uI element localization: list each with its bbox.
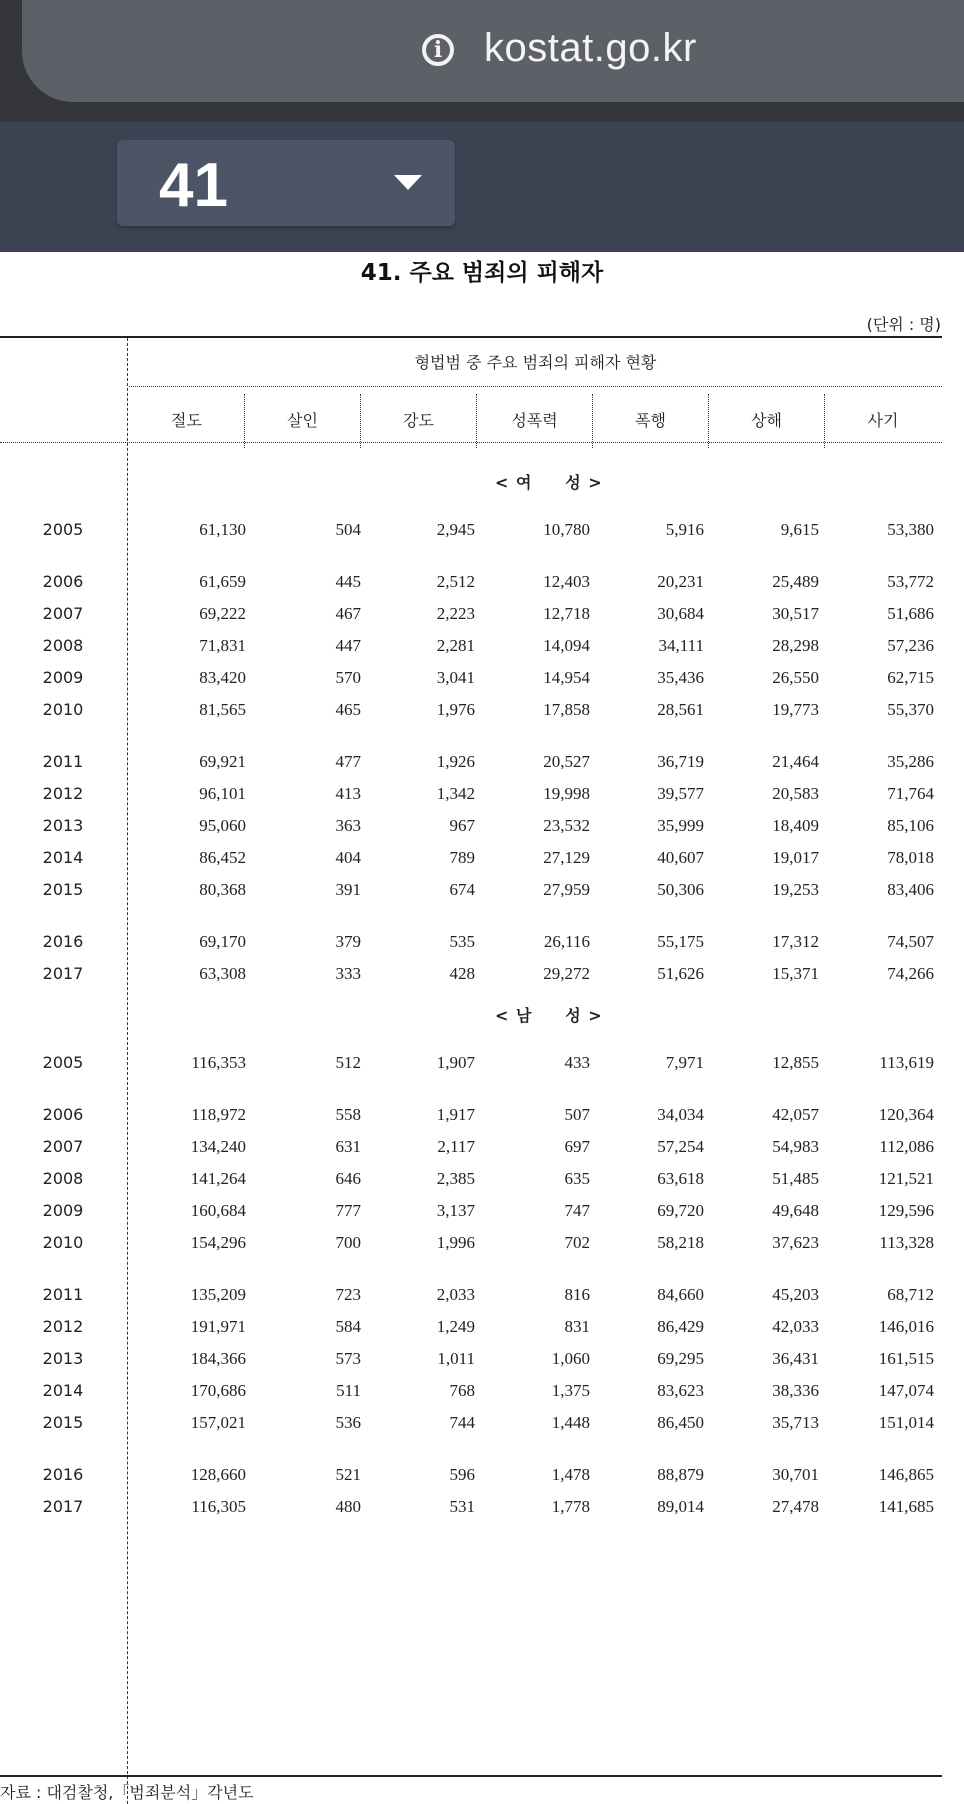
value-cell: 116,353: [191, 1053, 246, 1072]
value-cell: 1,011: [437, 1349, 475, 1368]
value-cell: 184,366: [190, 1349, 246, 1368]
value-cell: 83,623: [657, 1381, 704, 1400]
value-cell: 17,858: [543, 700, 590, 719]
value-cell: 789: [449, 848, 475, 867]
value-cell: 27,129: [543, 848, 590, 867]
value-cell: 154,296: [190, 1233, 246, 1252]
value-cell: 121,521: [878, 1169, 934, 1188]
value-cell: 768: [449, 1381, 475, 1400]
value-cell: 19,253: [772, 880, 819, 899]
value-cell: 35,999: [657, 816, 704, 835]
value-cell: 96,101: [199, 784, 246, 803]
value-cell: 477: [335, 752, 361, 771]
value-cell: 1,249: [436, 1317, 475, 1336]
value-cell: 30,701: [772, 1465, 819, 1484]
value-cell: 570: [335, 668, 361, 687]
value-cell: 535: [449, 932, 475, 951]
address-bar[interactable]: [22, 0, 964, 102]
value-cell: 61,130: [199, 520, 246, 539]
value-cell: 467: [335, 604, 361, 623]
table-row: [0, 878, 942, 904]
value-cell: 78,018: [887, 848, 934, 867]
value-cell: 19,773: [772, 700, 819, 719]
value-cell: 428: [449, 964, 475, 983]
value-cell: 35,436: [657, 668, 704, 687]
value-cell: 631: [335, 1137, 361, 1156]
value-cell: 129,596: [878, 1201, 934, 1220]
value-cell: 146,865: [878, 1465, 934, 1484]
year-cell: 2006: [42, 572, 84, 591]
value-cell: 20,527: [543, 752, 590, 771]
value-cell: 777: [335, 1201, 361, 1220]
year-cell: 2008: [42, 1169, 84, 1188]
value-cell: 19,998: [543, 784, 590, 803]
value-cell: 816: [564, 1285, 590, 1304]
value-cell: 744: [449, 1413, 475, 1432]
value-cell: 63,308: [199, 964, 246, 983]
url-text[interactable]: kostat.go.kr: [484, 26, 697, 70]
value-cell: 2,033: [436, 1285, 475, 1304]
value-cell: 697: [564, 1137, 590, 1156]
value-cell: 69,170: [199, 932, 246, 951]
value-cell: 536: [335, 1413, 361, 1432]
year-cell: 2012: [42, 1317, 84, 1336]
table-row: [0, 518, 942, 544]
table-row: [0, 962, 942, 988]
value-cell: 42,033: [772, 1317, 819, 1336]
page-number: 41: [159, 151, 228, 220]
value-cell: 34,034: [657, 1105, 704, 1124]
table-row: [0, 1463, 942, 1489]
value-cell: 120,364: [878, 1105, 934, 1124]
value-cell: 51,686: [887, 604, 934, 623]
value-cell: 14,094: [543, 636, 590, 655]
value-cell: 51,626: [657, 964, 704, 983]
value-cell: 54,983: [772, 1137, 819, 1156]
value-cell: 83,420: [199, 668, 246, 687]
table-row: [0, 814, 942, 840]
value-cell: 85,106: [887, 816, 934, 835]
table-row: [0, 930, 942, 956]
value-cell: 37,623: [772, 1233, 819, 1252]
value-cell: 27,478: [772, 1497, 819, 1516]
value-cell: 447: [335, 636, 361, 655]
source-note: 자료 : 대검찰청,「범죄분석」각년도: [0, 1783, 254, 1802]
value-cell: 674: [449, 880, 475, 899]
value-cell: 170,686: [190, 1381, 246, 1400]
value-cell: 69,921: [199, 752, 246, 771]
table-row: [0, 1051, 942, 1077]
value-cell: 20,231: [657, 572, 704, 591]
value-cell: 28,298: [772, 636, 819, 655]
value-cell: 21,464: [772, 752, 819, 771]
value-cell: 53,772: [887, 572, 934, 591]
value-cell: 584: [335, 1317, 361, 1336]
column-header: 성폭력: [477, 394, 593, 448]
value-cell: 113,619: [879, 1053, 934, 1072]
year-cell: 2011: [42, 752, 84, 771]
value-cell: 1,778: [551, 1497, 590, 1516]
value-cell: 15,371: [772, 964, 819, 983]
year-cell: 2013: [42, 1349, 84, 1368]
section-label: < 여 성 >: [495, 473, 603, 492]
value-cell: 1,375: [551, 1381, 590, 1400]
value-cell: 723: [335, 1285, 361, 1304]
value-cell: 646: [335, 1169, 361, 1188]
table-row: [0, 1411, 942, 1437]
value-cell: 61,659: [199, 572, 246, 591]
value-cell: 95,060: [199, 816, 246, 835]
column-header: 상해: [709, 394, 825, 448]
value-cell: 596: [449, 1465, 475, 1484]
value-cell: 2,223: [436, 604, 475, 623]
value-cell: 39,577: [657, 784, 704, 803]
year-cell: 2009: [42, 1201, 84, 1220]
value-cell: 55,175: [657, 932, 704, 951]
value-cell: 35,713: [772, 1413, 819, 1432]
value-cell: 1,996: [436, 1233, 475, 1252]
value-cell: 35,286: [887, 752, 934, 771]
value-cell: 58,218: [657, 1233, 704, 1252]
table-row: [0, 698, 942, 724]
table-row: [0, 1231, 942, 1257]
value-cell: 831: [564, 1317, 590, 1336]
value-cell: 3,041: [436, 668, 475, 687]
year-cell: 2017: [42, 1497, 84, 1516]
value-cell: 34,111: [658, 636, 704, 655]
value-cell: 531: [449, 1497, 475, 1516]
value-cell: 38,336: [772, 1381, 819, 1400]
year-cell: 2011: [42, 1285, 84, 1304]
value-cell: 504: [335, 520, 361, 539]
value-cell: 391: [335, 880, 361, 899]
value-cell: 84,660: [657, 1285, 704, 1304]
page-title: 41. 주요 범죄의 피해자: [360, 260, 604, 286]
value-cell: 27,959: [543, 880, 590, 899]
value-cell: 2,117: [437, 1137, 475, 1156]
value-cell: 135,209: [190, 1285, 246, 1304]
value-cell: 558: [335, 1105, 361, 1124]
value-cell: 480: [335, 1497, 361, 1516]
header-divider: [129, 386, 942, 387]
value-cell: 1,976: [436, 700, 475, 719]
table-row: [0, 1315, 942, 1341]
year-cell: 2006: [42, 1105, 84, 1124]
value-cell: 147,074: [878, 1381, 934, 1400]
value-cell: 80,368: [199, 880, 246, 899]
value-cell: 160,684: [190, 1201, 246, 1220]
value-cell: 89,014: [657, 1497, 704, 1516]
value-cell: 700: [335, 1233, 361, 1252]
value-cell: 9,615: [780, 520, 819, 539]
value-cell: 19,017: [772, 848, 819, 867]
value-cell: 71,764: [887, 784, 934, 803]
value-cell: 363: [335, 816, 361, 835]
column-header: 폭행: [593, 394, 709, 448]
table-row: [0, 666, 942, 692]
value-cell: 49,648: [772, 1201, 819, 1220]
value-cell: 702: [564, 1233, 590, 1252]
table-row: [0, 1379, 942, 1405]
value-cell: 465: [335, 700, 361, 719]
table-row: [0, 750, 942, 776]
value-cell: 521: [335, 1465, 361, 1484]
column-header: 살인: [245, 394, 361, 448]
value-cell: 507: [564, 1105, 590, 1124]
value-cell: 86,429: [657, 1317, 704, 1336]
value-cell: 161,515: [878, 1349, 934, 1368]
table-row: [0, 1167, 942, 1193]
year-cell: 2016: [42, 1465, 84, 1484]
value-cell: 14,954: [543, 668, 590, 687]
section-label: < 남 성 >: [495, 1006, 603, 1025]
year-cell: 2015: [42, 1413, 84, 1432]
year-cell: 2009: [42, 668, 84, 687]
value-cell: 1,342: [436, 784, 475, 803]
value-cell: 157,021: [190, 1413, 246, 1432]
value-cell: 2,512: [436, 572, 475, 591]
header-bottom-divider: [0, 442, 942, 443]
value-cell: 12,855: [772, 1053, 819, 1072]
table-top-rule: [0, 336, 942, 338]
value-cell: 116,305: [191, 1497, 246, 1516]
value-cell: 18,409: [772, 816, 819, 835]
value-cell: 29,272: [543, 964, 590, 983]
table-row: [0, 846, 942, 872]
value-cell: 967: [449, 816, 475, 835]
value-cell: 2,945: [436, 520, 475, 539]
value-cell: 2,281: [436, 636, 475, 655]
value-cell: 69,222: [199, 604, 246, 623]
value-cell: 45,203: [772, 1285, 819, 1304]
year-cell: 2007: [42, 1137, 84, 1156]
value-cell: 62,715: [887, 668, 934, 687]
value-cell: 17,312: [772, 932, 819, 951]
value-cell: 7,971: [665, 1053, 704, 1072]
year-cell: 2010: [42, 700, 84, 719]
page-select-dropdown[interactable]: [117, 140, 455, 226]
table-row: [0, 1347, 942, 1373]
value-cell: 86,452: [199, 848, 246, 867]
column-headers: [129, 394, 942, 448]
value-cell: 81,565: [199, 700, 246, 719]
value-cell: 10,780: [543, 520, 590, 539]
value-cell: 1,917: [436, 1105, 475, 1124]
table-row: [0, 1495, 942, 1521]
value-cell: 118,972: [191, 1105, 246, 1124]
table-row: [0, 570, 942, 596]
year-cell: 2010: [42, 1233, 84, 1252]
value-cell: 86,450: [657, 1413, 704, 1432]
column-header: 강도: [361, 394, 477, 448]
year-cell: 2016: [42, 932, 84, 951]
column-header: 사기: [867, 411, 899, 430]
value-cell: 40,607: [657, 848, 704, 867]
document-page: [0, 252, 964, 1802]
page-navigation-bar: [0, 122, 964, 252]
value-cell: 635: [564, 1169, 590, 1188]
year-cell: 2014: [42, 848, 84, 867]
value-cell: 74,507: [887, 932, 934, 951]
info-icon[interactable]: i: [422, 34, 454, 66]
year-cell: 2005: [42, 1053, 84, 1072]
value-cell: 23,532: [543, 816, 590, 835]
value-cell: 2,385: [436, 1169, 475, 1188]
column-header: 절도: [129, 394, 245, 448]
value-cell: 25,489: [772, 572, 819, 591]
value-cell: 141,685: [878, 1497, 934, 1516]
value-cell: 12,403: [543, 572, 590, 591]
year-cell: 2017: [42, 964, 84, 983]
value-cell: 512: [335, 1053, 361, 1072]
value-cell: 28,561: [657, 700, 704, 719]
value-cell: 36,719: [657, 752, 704, 771]
table-row: [0, 1283, 942, 1309]
value-cell: 146,016: [878, 1317, 934, 1336]
value-cell: 42,057: [772, 1105, 819, 1124]
value-cell: 5,916: [665, 520, 704, 539]
value-cell: 1,907: [436, 1053, 475, 1072]
value-cell: 128,660: [190, 1465, 246, 1484]
caret-down-icon[interactable]: [394, 175, 422, 190]
year-cell: 2013: [42, 816, 84, 835]
value-cell: 379: [335, 932, 361, 951]
year-cell: 2008: [42, 636, 84, 655]
value-cell: 134,240: [190, 1137, 246, 1156]
value-cell: 20,583: [772, 784, 819, 803]
table-row: [0, 782, 942, 808]
value-cell: 51,485: [772, 1169, 819, 1188]
table-row: [0, 1199, 942, 1225]
value-cell: 57,236: [887, 636, 934, 655]
value-cell: 12,718: [543, 604, 590, 623]
table-bottom-rule: [0, 1775, 942, 1777]
value-cell: 3,137: [436, 1201, 475, 1220]
value-cell: 1,926: [436, 752, 475, 771]
value-cell: 63,618: [657, 1169, 704, 1188]
value-cell: 26,116: [543, 932, 590, 951]
value-cell: 26,550: [772, 668, 819, 687]
value-cell: 151,014: [878, 1413, 934, 1432]
year-cell: 2005: [42, 520, 84, 539]
value-cell: 88,879: [657, 1465, 704, 1484]
year-cell: 2015: [42, 880, 84, 899]
value-cell: 747: [564, 1201, 590, 1220]
value-cell: 57,254: [657, 1137, 704, 1156]
value-cell: 68,712: [887, 1285, 934, 1304]
value-cell: 141,264: [190, 1169, 246, 1188]
value-cell: 74,266: [887, 964, 934, 983]
value-cell: 404: [335, 848, 361, 867]
year-cell: 2012: [42, 784, 84, 803]
value-cell: 445: [335, 572, 361, 591]
table-row: [0, 602, 942, 628]
year-cell: 2014: [42, 1381, 84, 1400]
value-cell: 413: [335, 784, 361, 803]
table-row: [0, 1135, 942, 1161]
value-cell: 333: [335, 964, 361, 983]
value-cell: 69,295: [657, 1349, 704, 1368]
value-cell: 53,380: [887, 520, 934, 539]
unit-label: (단위 : 명): [866, 315, 941, 334]
value-cell: 433: [564, 1053, 590, 1072]
value-cell: 113,328: [879, 1233, 934, 1252]
value-cell: 71,831: [199, 636, 246, 655]
value-cell: 30,684: [657, 604, 704, 623]
group-header: 형법범 중 주요 범죄의 피해자 현황: [414, 353, 657, 372]
value-cell: 112,086: [879, 1137, 934, 1156]
value-cell: 36,431: [772, 1349, 819, 1368]
year-cell: 2007: [42, 604, 84, 623]
value-cell: 83,406: [887, 880, 934, 899]
value-cell: 50,306: [657, 880, 704, 899]
value-cell: 1,448: [551, 1413, 590, 1432]
value-cell: 511: [336, 1381, 361, 1400]
table-row: [0, 634, 942, 660]
value-cell: 1,060: [551, 1349, 590, 1368]
browser-toolbar: [0, 0, 964, 122]
value-cell: 1,478: [551, 1465, 590, 1484]
table-row: [0, 1103, 942, 1129]
value-cell: 55,370: [887, 700, 934, 719]
value-cell: 191,971: [190, 1317, 246, 1336]
value-cell: 30,517: [772, 604, 819, 623]
value-cell: 69,720: [657, 1201, 704, 1220]
value-cell: 573: [335, 1349, 361, 1368]
